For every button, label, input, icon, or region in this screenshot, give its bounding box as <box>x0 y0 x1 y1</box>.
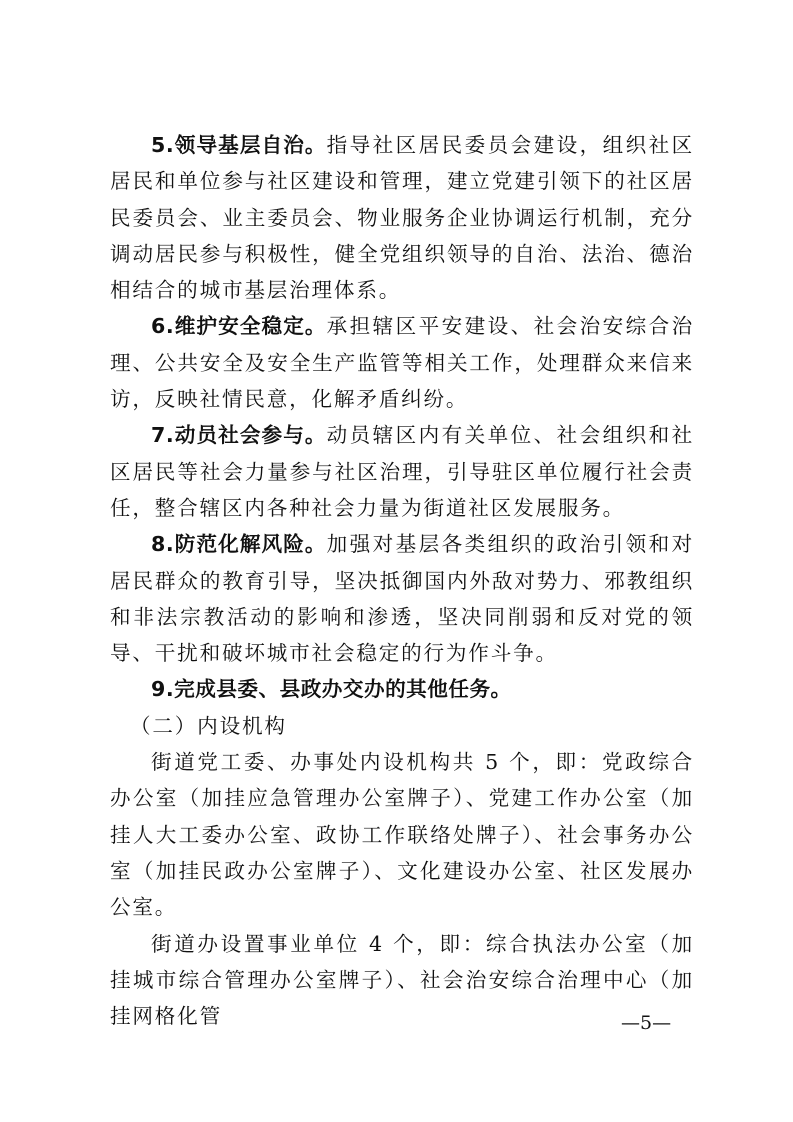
body-paragraph-public-institutions <box>110 926 694 1035</box>
paragraph-item-6 <box>110 308 694 417</box>
paragraph-lead: 7.动员社会参与。 <box>151 423 327 448</box>
document-body <box>110 127 694 1034</box>
paragraph-text: 街道党工委、办事处内设机构共 5 个，即：党政综合办公室（加挂应急管理办公室牌子）、党建工作办公室（加挂人大工委办公室、政协工作联络处牌子）、社会事务办公室（加挂民政办公室牌子）、文化建设办公室、社区发展办公室。 <box>110 750 694 920</box>
paragraph-text: 承担辖区平安建设、社会治安综合治理、公共安全及安全生产监管等相关工作，处理群众来信来访，反映社情民意，化解矛盾纠纷。 <box>110 314 694 412</box>
paragraph-text: 街道办设置事业单位 4 个，即：综合执法办公室（加挂城市综合管理办公室牌子）、社会治安综合治理中心（加挂网格化管 <box>110 931 694 1029</box>
paragraph-lead: 9.完成县委、县政办交办的其他任务。 <box>151 677 512 702</box>
paragraph-lead: 6.维护安全稳定。 <box>151 314 327 339</box>
paragraph-text: 动员辖区内有关单位、社会组织和社区居民等社会力量参与社区治理，引导驻区单位履行社会责任，整合辖区内各种社会力量为街道社区发展服务。 <box>110 423 694 520</box>
paragraph-item-9 <box>110 671 694 707</box>
paragraph-item-7 <box>110 417 694 526</box>
paragraph-item-5 <box>110 127 694 308</box>
body-paragraph-internal-units <box>110 744 694 925</box>
paragraph-text: 加强对基层各类组织的政治引领和对居民群众的教育引导，坚决抵御国内外敌对势力、邪教组织和非法宗教活动的影响和渗透，坚决同削弱和反对党的领导、干扰和破坏城市社会稳定的行为作斗争。 <box>110 532 694 666</box>
paragraph-text: 指导社区居民委员会建设，组织社区居民和单位参与社区建设和管理，建立党建引领下的社区居民委员会、业主委员会、物业服务企业协调运行机制，充分调动居民参与积极性，健全党组织领导的自治、法治、德治相结合的城市基层治理体系。 <box>110 133 694 303</box>
paragraph-lead: 5.领导基层自治。 <box>151 133 327 157</box>
paragraph-lead: 8.防范化解风险。 <box>151 532 327 557</box>
section-heading: （二）内设机构 <box>130 713 287 738</box>
paragraph-item-8 <box>110 526 694 671</box>
page-number: —5— <box>621 1012 672 1034</box>
